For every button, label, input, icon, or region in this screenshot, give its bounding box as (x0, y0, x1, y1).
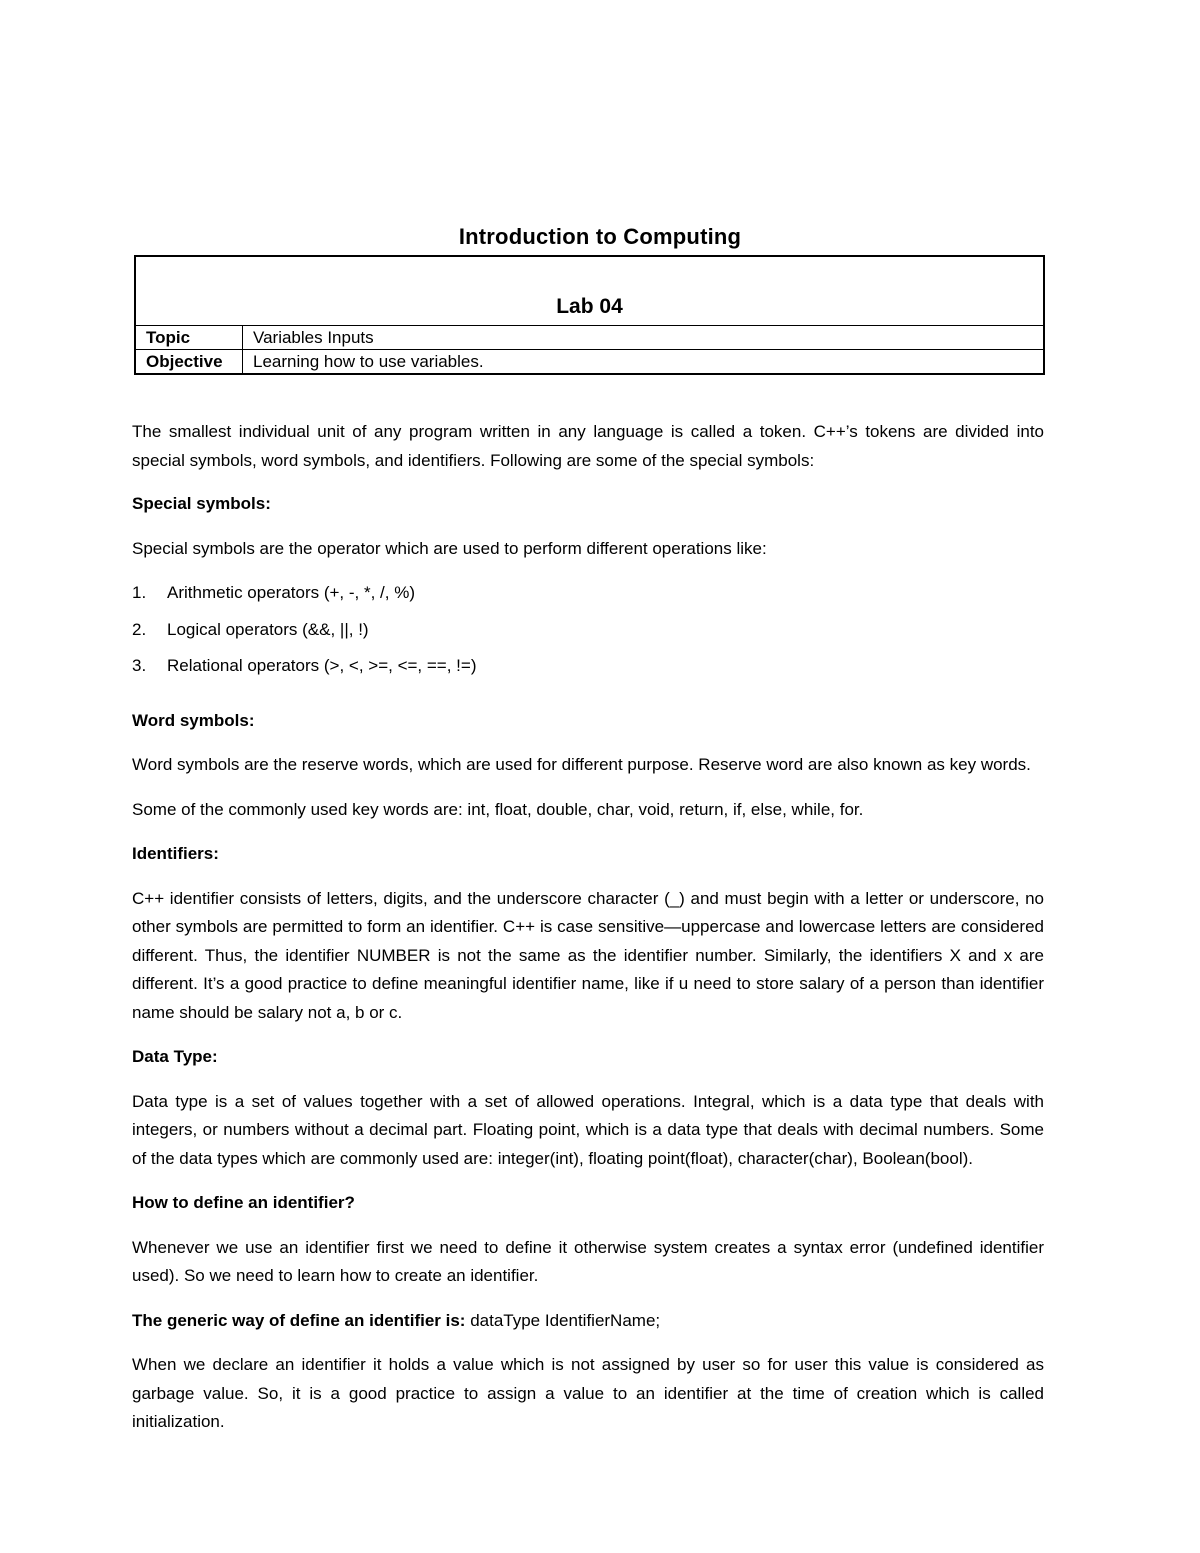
word-symbols-text: Word symbols are the reserve words, which are used for different purpose. Reserve word are also known as key words. (132, 755, 1031, 774)
generic-definition-label: The generic way of define an identifier is: (132, 1310, 466, 1330)
objective-value: Learning how to use variables. (243, 350, 1045, 375)
data-type-heading: Data Type: (132, 1047, 218, 1066)
table-row (135, 326, 1044, 350)
topic-label: Topic (135, 326, 243, 350)
list-number: 1. (132, 583, 147, 602)
list-text: Arithmetic operators (+, -, *, /, %) (167, 583, 415, 602)
lab-info-table (134, 255, 1045, 375)
word-symbols-heading: Word symbols: (132, 710, 255, 730)
keywords-text: Some of the commonly used key words are: int, float, double, char, void, return, if, else, while, for. (132, 799, 864, 819)
identifiers-heading: Identifiers: (132, 844, 219, 863)
operator-list (132, 579, 1044, 681)
list-item (132, 579, 1044, 608)
data-type-text: Data type is a set of values together with a set of allowed operations. Integral, which is a data type that deals with integers, or numbers without a decimal part. Floating point, which is a data type that deals with decimal numbers. Some of the data types which are commonly used are: integer(int), floating point(float), character(char), Boolean(bool). (132, 1091, 1044, 1168)
special-symbols-text: Special symbols are the operator which are used to perform different operations like: (132, 538, 767, 558)
list-number: 3. (132, 656, 147, 675)
list-text: Relational operators (>, <, >=, <=, ==, !=) (167, 656, 477, 675)
document-body (132, 418, 1044, 1437)
list-number: 2. (132, 619, 147, 639)
list-item (132, 652, 1044, 681)
generic-definition (132, 1307, 1044, 1336)
list-item (132, 616, 1044, 645)
define-identifier-text: Whenever we use an identifier first we need to define it otherwise system creates a syntax error (undefined identifier used). So we need to learn how to create an identifier. (132, 1237, 1044, 1285)
initialization-text: When we declare an identifier it holds a value which is not assigned by user so for user this value is considered as garbage value. So, it is a good practice to assign a value to an identifier at the time of creation which is called initialization. (132, 1355, 1044, 1431)
intro-paragraph: The smallest individual unit of any program written in any language is called a token. C++’s tokens are divided into special symbols, word symbols, and identifiers. Following are some of the special symbols: (132, 422, 1044, 470)
topic-value: Variables Inputs (243, 326, 1045, 350)
lab-number: Lab 04 (135, 256, 1044, 326)
list-text: Logical operators (&&, ||, !) (167, 619, 369, 639)
document-title: Introduction to Computing (458, 224, 742, 249)
define-identifier-heading: How to define an identifier? (132, 1193, 355, 1212)
table-row (135, 350, 1044, 375)
generic-definition-value: dataType IdentifierName; (465, 1310, 661, 1330)
special-symbols-heading: Special symbols: (132, 494, 271, 513)
objective-label: Objective (135, 350, 243, 375)
identifiers-text: C++ identifier consists of letters, digits, and the underscore character (_) and must begin with a letter or underscore, no other symbols are permitted to form an identifier. C++ is case sensitive—uppercase and lowercase letters are considered different. Thus, the identifier NUMBER is not the same as the identifier number. Similarly, the identifiers X and x are different. It’s a good practice to define meaningful identifier name, like if u need to store salary of a person than identifier name should be salary not a, b or c. (132, 888, 1044, 1022)
